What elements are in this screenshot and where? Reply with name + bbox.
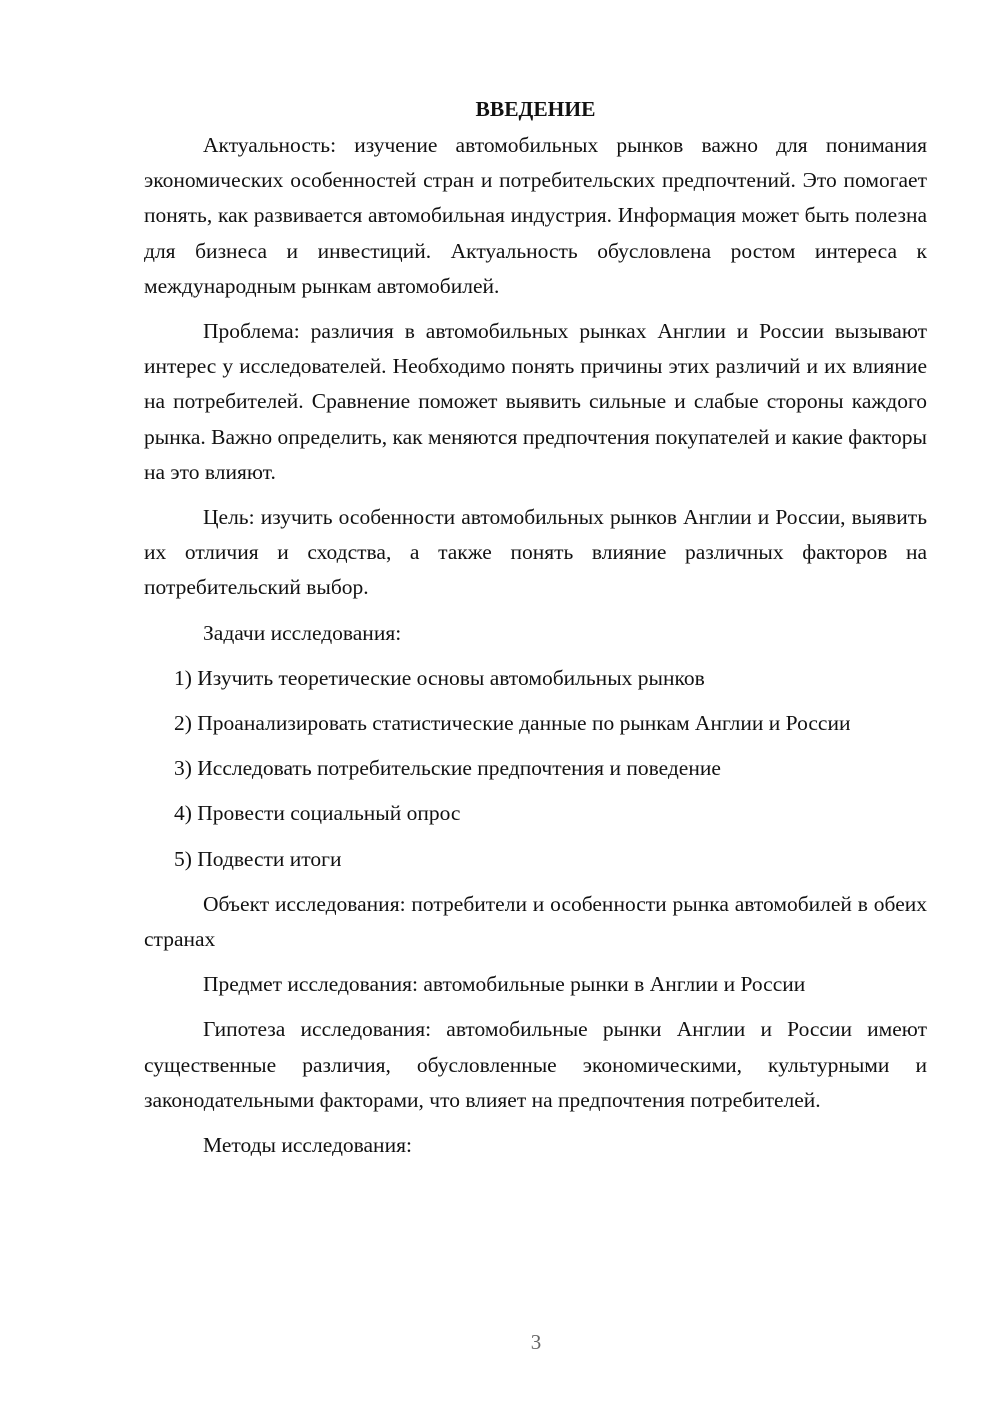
paragraph-hypothesis: Гипотеза исследования: автомобильные рынки Англии и России имеют существенные различия, обусловленные экономическими, культурными и законодательными факторами, что влияет на предпочтения потребителей.	[144, 1017, 927, 1112]
paragraph-object: Объект исследования: потребители и особенности рынка автомобилей в обеих странах	[144, 891, 927, 952]
paragraph-methods: Методы исследования:	[203, 1133, 412, 1158]
task-item-5: 5) Подвести итоги	[174, 846, 342, 871]
task-item-1: 1) Изучить теоретические основы автомобильных рынков	[174, 665, 705, 690]
document-page	[144, 92, 927, 1173]
task-item-4: 4) Провести социальный опрос	[174, 801, 461, 826]
paragraph-problem: Проблема: различия в автомобильных рынках Англии и России вызывают интерес у исследователей. Необходимо понять причины этих различий и их влияние на потребителей. Сравнение поможет выявить сильные и слабые стороны каждого рынка. Важно определить, как меняются предпочтения покупателей и какие факторы на это влияют.	[144, 319, 927, 484]
task-item-3: 3) Исследовать потребительские предпочтения и поведение	[174, 756, 721, 781]
paragraph-relevance: Актуальность: изучение автомобильных рынков важно для понимания экономических особенностей стран и потребительских предпочтений. Это помогает понять, как развивается автомобильная индустрия. Информация может быть полезна для бизнеса и инвестиций. Актуальность обусловлена ростом интереса к международным рынкам автомобилей.	[144, 133, 927, 298]
paragraph-subject: Предмет исследования: автомобильные рынки в Англии и России	[203, 972, 806, 997]
task-item-2: 2) Проанализировать статистические данные по рынкам Англии и России	[174, 711, 851, 736]
paragraph-goal: Цель: изучить особенности автомобильных рынков Англии и России, выявить их отличия и сходства, а также понять влияние различных факторов на потребительский выбор.	[144, 505, 927, 600]
page-number: 3	[530, 1330, 542, 1354]
section-title: ВВЕДЕНИЕ	[475, 97, 596, 121]
paragraph-tasks-heading: Задачи исследования:	[203, 620, 402, 645]
